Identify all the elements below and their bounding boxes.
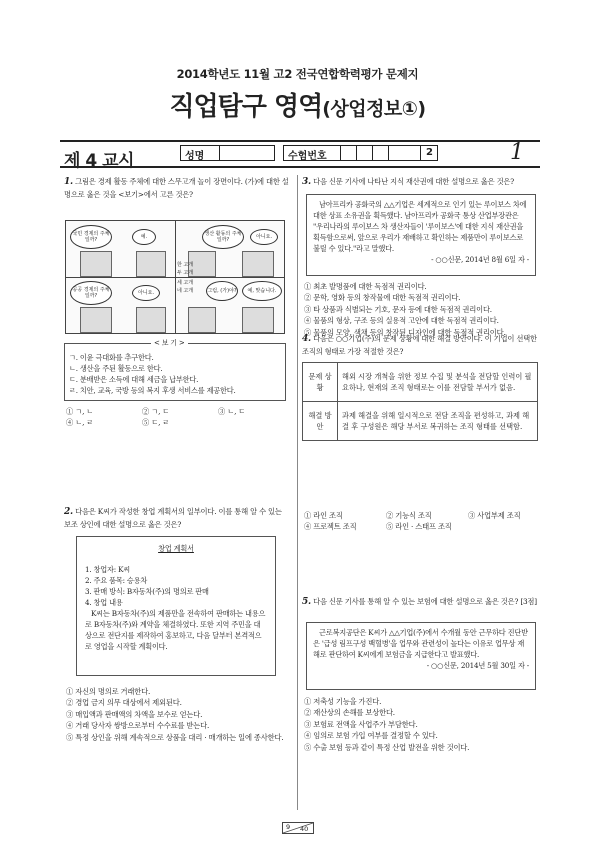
- q5-choice-2[interactable]: ② 재산상의 손해를 보상한다.: [304, 708, 395, 718]
- q3-choice-3[interactable]: ③ 타 상품과 식별되는 기호, 문자 등에 대한 독점적 권리이다.: [304, 304, 492, 314]
- q4-row-solution: [303, 402, 538, 441]
- q2-choice-3[interactable]: ③ 매입액과 판매액의 차액을 보수로 얻는다.: [66, 709, 203, 719]
- q4-stem-text: 다음은 ○○기업(주)의 문제 상황에 대한 해결 방안이다. 이 기업이 선택한 조직의 형태로 가장 적절한 것은?: [302, 334, 537, 356]
- q2-plan-box: [76, 536, 276, 676]
- q2-choice-1[interactable]: ① 자신의 명의로 거래한다.: [66, 687, 151, 696]
- exam-number-field: [283, 145, 438, 161]
- q3-article-box: [306, 194, 536, 276]
- q1-stem-text: 그림은 경제 활동 주체에 대한 스무고개 놀이 장면이다. (가)에 대한 설명으로 옳은 것을 <보기>에서 고른 것은?: [64, 177, 289, 199]
- q3-article-text: 남아프리카 공화국의 △△기업은 세계적으로 인기 있는 루이보스 차에 대한 상표 소유권을 획득했다. 남아프리카 공화국 통상 산업부장관은 "우리나라의 루이보스 차 생산자들이 '루이보스'에 대한 지식 재산권을 획득함으로써, 앞으로 우리가 재배하고 확인하는 제품만이 루이보스로 불릴 수 있다."라고 말했다.: [313, 200, 527, 253]
- q5-number: 5.: [302, 597, 311, 607]
- name-field: [180, 145, 275, 161]
- q5-article-text: 근로복지공단은 K씨가 △△기업(주)에서 수개월 동안 근무하다 진단받은 '급성 림프구성 백혈병'을 업무와 관련성이 높다는 이유로 업무상 재해로 판단하여 K씨에게 보험금을 지급한다고 발표했다.: [313, 628, 528, 659]
- q4-row-problem: [303, 363, 538, 402]
- q1-figure-student-b: [136, 251, 166, 277]
- q1-bubble-5: 공공 경제의 주체일까?: [70, 281, 112, 305]
- session-label: 제 4 교시: [64, 151, 134, 171]
- q3-choice-1[interactable]: ① 최초 발명품에 대한 독점적 권리이다.: [304, 282, 427, 291]
- q1-bogi-item: ㄱ. 이윤 극대화를 추구한다.: [69, 353, 154, 362]
- q1-step-2: 두 고개: [177, 270, 194, 276]
- q1-bubble-1: 국민 경제의 주체일까?: [70, 225, 112, 249]
- q1-bubble-7: 그럼, (가)야?: [206, 281, 238, 301]
- q1-illustration: [65, 220, 285, 334]
- q2-plan-content: K씨는 B자동차(주)의 제품만을 전속하여 판매하는 내용으로 B자동차(주)와 계약을 체결하였다. 또한 지역 주민을 대상으로 전단지를 제작하여 홍보하고, 다음 달부터 본격적으로 영업을 시작할 계획이다.: [85, 609, 266, 651]
- q1-choice-3[interactable]: ③ ㄴ, ㄷ: [218, 407, 246, 416]
- q5-article-box: [306, 622, 536, 690]
- q2-plan-line: 2. 주요 품목: 승용차: [85, 576, 148, 585]
- q1-choice-5[interactable]: ⑤ ㄷ, ㄹ: [142, 418, 170, 428]
- name-label: 성명: [185, 151, 205, 162]
- q5-choice-5[interactable]: ⑤ 수출 보험 등과 같이 특정 산업 발전을 위한 것이다.: [304, 742, 470, 752]
- q1-bogi-item: ㄹ. 치안, 교육, 국방 등의 복지 후생 서비스를 제공한다.: [69, 386, 236, 395]
- q5-choice-1[interactable]: ① 저축성 기능을 가진다.: [304, 697, 382, 706]
- q4-choice-1[interactable]: ① 라인 조직: [304, 511, 343, 520]
- q1-choices: [66, 406, 292, 429]
- exam-title-main: 직업탐구 영역: [169, 92, 323, 122]
- q4-body-solution: 과제 해결을 위해 일시적으로 전담 조직을 편성하고, 과제 해결 후 구성원은 해당 부서로 복귀하는 조직 형태를 선택함.: [338, 402, 538, 441]
- q1-bogi-item: ㄴ. 생산을 주된 활동으로 한다.: [69, 364, 163, 373]
- q1-bubble-8: 예, 맞습니다.: [242, 281, 282, 301]
- q2-plan-line: 4. 창업 내용: [85, 598, 123, 607]
- q4-head-solution: 해결 방안: [303, 402, 338, 441]
- q1-step-3: 세 고개: [177, 280, 194, 286]
- q2-number: 2.: [64, 507, 73, 517]
- q1-bogi-title: < 보 기 >: [151, 338, 188, 349]
- q4-choice-5[interactable]: ⑤ 라인 · 스태프 조직: [386, 522, 452, 532]
- q4-choice-3[interactable]: ③ 사업부제 조직: [468, 511, 521, 520]
- page-counter-current: 9: [286, 823, 291, 831]
- q2-plan-line: 1. 창업자: K씨: [85, 565, 130, 574]
- q5-article-source: - ○○신문, 2014년 5월 30일 자 -: [426, 661, 529, 670]
- q1-bogi-item: ㄷ. 분배받은 소득에 대해 세금을 납부한다.: [69, 375, 199, 384]
- q2-choices: [66, 686, 290, 743]
- q4-number: 4.: [302, 334, 311, 344]
- q4-head-problem: 문제 상황: [303, 363, 338, 402]
- q1-bogi-box: [64, 339, 286, 401]
- q1-bubble-3: 생산 활동의 주체일까?: [202, 225, 244, 249]
- q2-plan-title: 창업 계획서: [158, 544, 194, 553]
- q4-choice-4[interactable]: ④ 프로젝트 조직: [304, 522, 357, 532]
- q5-choices: [304, 696, 540, 753]
- column-divider: [297, 175, 298, 810]
- q1-figure-student-f: [136, 307, 166, 333]
- q1-number: 1.: [64, 177, 73, 187]
- q4-choices: [304, 510, 540, 533]
- q3-stem-text: 다음 신문 기사에 나타난 지식 재산권에 대한 설명으로 옳은 것은?: [313, 177, 514, 186]
- q4-body-problem: 해외 시장 개척을 위한 정보 수집 및 분석을 전담할 인력이 필요하나, 현재의 조직 형태로는 이를 전담할 부서가 없음.: [338, 363, 538, 402]
- q4-choice-2[interactable]: ② 기능식 조직: [386, 511, 432, 520]
- q3-stem: [302, 176, 538, 189]
- q1-choice-1[interactable]: ① ㄱ, ㄴ: [66, 407, 94, 416]
- q1-figure-student-g: [188, 307, 216, 333]
- q4-table: [302, 362, 538, 441]
- page-counter-total: 40: [300, 825, 309, 833]
- q2-choice-4[interactable]: ④ 거래 당사자 쌍방으로부터 수수료를 받는다.: [66, 721, 210, 731]
- q1-step-1: 한 고개: [177, 262, 194, 268]
- q1-choice-4[interactable]: ④ ㄴ, ㄹ: [66, 418, 94, 428]
- exam-number-label: 수험번호: [288, 151, 327, 162]
- q1-bubble-6: 아니요.: [132, 285, 160, 301]
- q1-stem: [64, 176, 290, 200]
- q1-bubble-2: 예.: [132, 229, 156, 245]
- exam-title: [0, 86, 595, 123]
- header-rule-bottom: [60, 166, 540, 168]
- q4-stem: [302, 333, 538, 357]
- q3-number: 3.: [302, 177, 311, 187]
- q2-stem-text: 다음은 K씨가 작성한 창업 계획서의 일부이다. 이를 통해 알 수 있는 보조 상인에 대한 설명으로 옳은 것은?: [64, 507, 282, 529]
- q1-bubble-4: 아니요.: [250, 229, 278, 245]
- exam-number-digit: 2: [426, 147, 433, 158]
- q1-figure-student-d: [242, 251, 274, 277]
- q5-choice-4[interactable]: ④ 임의로 보험 가입 여부를 결정할 수 있다.: [304, 731, 438, 741]
- q2-plan-line: 3. 판매 방식: B자동차(주)의 명의로 판매: [85, 587, 209, 596]
- header-rule-top: [60, 140, 540, 142]
- q2-stem: [64, 506, 290, 530]
- q5-choice-3[interactable]: ③ 보험료 전액을 사업주가 부담한다.: [304, 719, 418, 729]
- page-number: 1: [510, 140, 524, 165]
- q2-choice-5[interactable]: ⑤ 특정 상인을 위해 계속적으로 상품을 대리 · 매개하는 일에 종사한다.: [66, 732, 284, 742]
- q3-choice-4[interactable]: ④ 물품의 형상, 구조 등의 실용적 고안에 대한 독점적 권리이다.: [304, 316, 499, 326]
- q3-choice-2[interactable]: ② 문학, 영화 등의 창작물에 대한 독점적 권리이다.: [304, 293, 461, 303]
- exam-subtitle: 2014학년도 11월 고2 전국연합학력평가 문제지: [176, 67, 419, 81]
- exam-title-subject: (상업정보①): [322, 98, 426, 120]
- q5-stem: [302, 596, 538, 609]
- page-counter: [282, 822, 314, 834]
- q1-figure-student-e: [80, 307, 112, 333]
- q1-figure-student-a: [80, 251, 112, 277]
- q5-stem-text: 다음 신문 기사를 통해 알 수 있는 보험에 대한 설명으로 옳은 것은? [3점]: [313, 597, 537, 606]
- q1-step-4: 네 고개: [177, 288, 194, 294]
- q3-article-source: - ○○신문, 2014년 8월 6일 자 -: [431, 255, 529, 264]
- q1-figure-student-h: [242, 307, 274, 333]
- q2-choice-2[interactable]: ② 경업 금지 의무 대상에서 제외된다.: [66, 698, 182, 708]
- q3-choices: [304, 281, 540, 338]
- q1-choice-2[interactable]: ② ㄱ, ㄷ: [142, 407, 170, 416]
- q3-choice-5[interactable]: ⑤ 물품의 모양, 색채 등의 창작된 디자인에 대한 독점적 권리이다.: [304, 327, 506, 337]
